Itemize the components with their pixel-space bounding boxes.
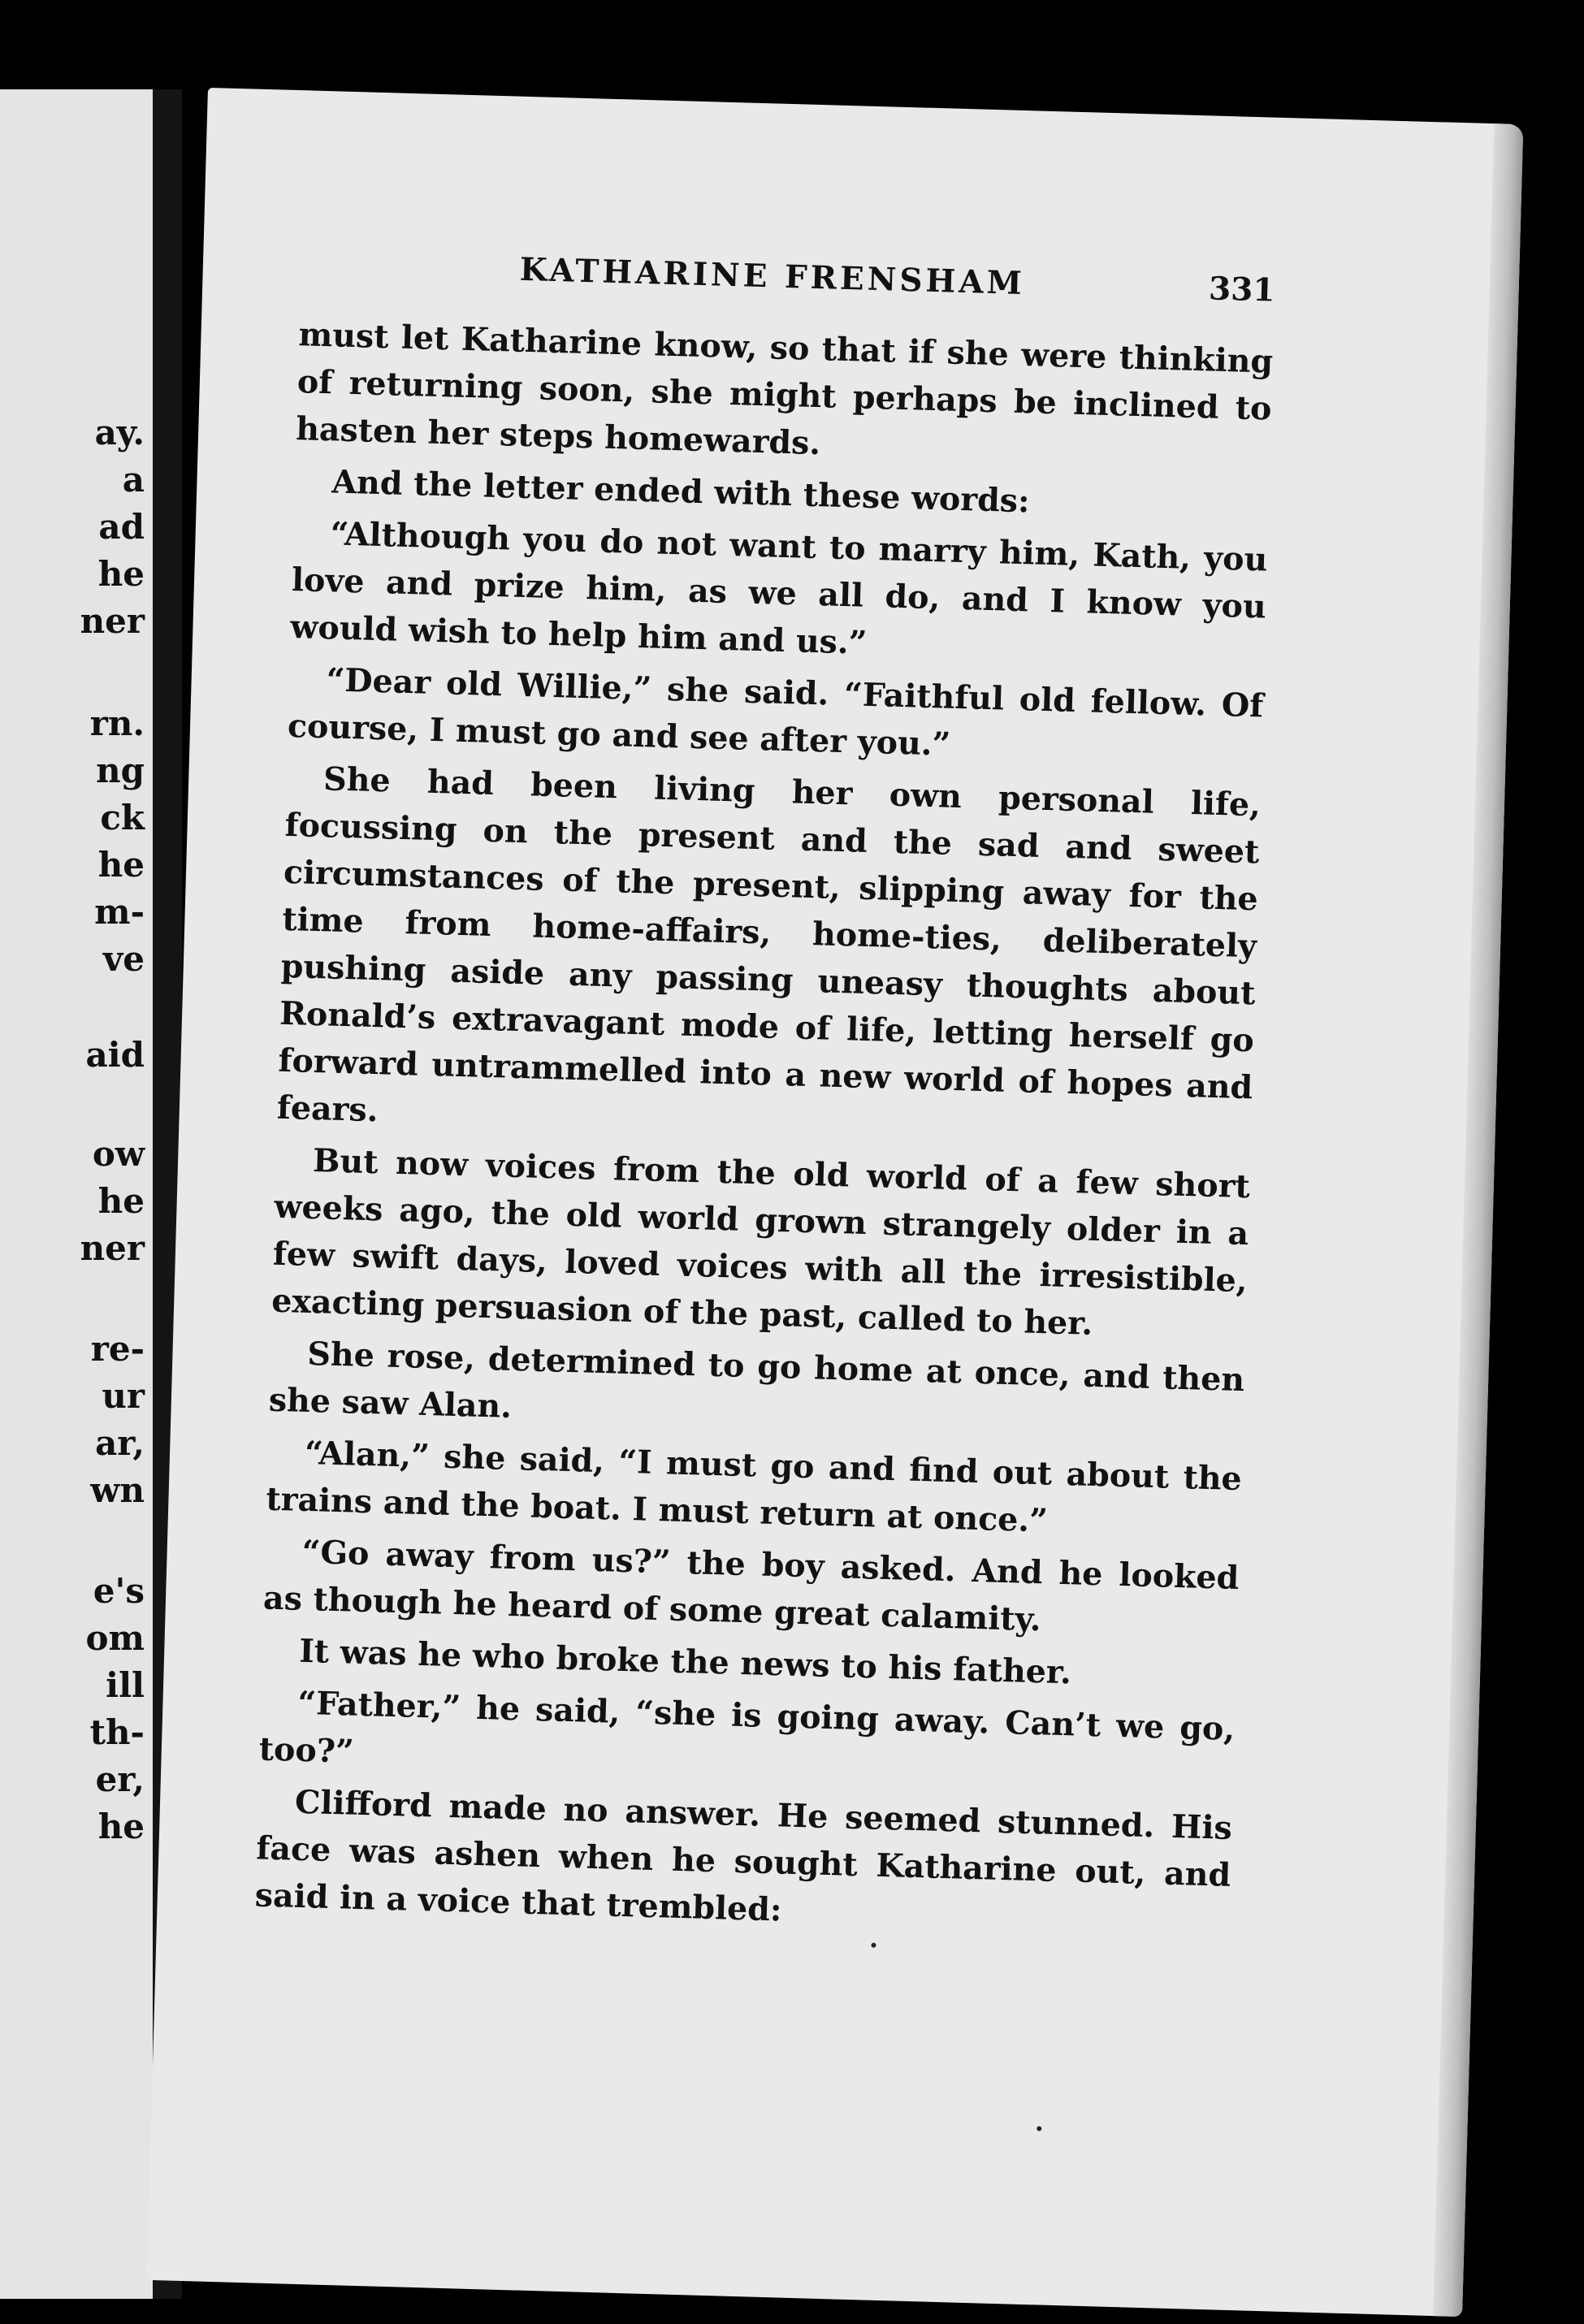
left-margin-text: wn: [90, 1470, 145, 1510]
body-paragraph: must let Katharine know, so that if she were thinking of returning soon, she might perhaps be inclined to hasten her steps homewards.: [295, 316, 1274, 463]
left-margin-text: a: [122, 460, 145, 500]
running-head-title: KATHARINE FRENSHAM: [519, 250, 1026, 303]
left-margin-text: he: [97, 845, 145, 885]
scan-speck: [1037, 2126, 1041, 2131]
left-margin-text: er,: [95, 1759, 145, 1799]
left-margin-text: ay.: [94, 413, 145, 452]
left-margin-text: re-: [90, 1329, 145, 1369]
left-margin-text: ng: [96, 751, 145, 790]
left-margin-text: ow: [92, 1134, 145, 1174]
left-margin-text: e's: [93, 1571, 145, 1611]
left-margin-text: ur: [102, 1376, 145, 1416]
body-paragraph: “Dear old Willie,” she said. “Faithful old fellow. Of course, I must go and see after you.”: [287, 661, 1264, 764]
left-margin-text: ck: [100, 798, 145, 837]
body-paragraph: “Alan,” she said, “I must go and find out about the trains and the boat. I must return at once.”: [265, 1434, 1243, 1540]
left-margin-text: aid: [85, 1035, 145, 1075]
body-paragraph: And the letter ended with these words:: [331, 463, 1031, 521]
left-margin-text: ar,: [95, 1423, 145, 1463]
left-margin-text: ner: [80, 601, 145, 641]
left-margin-text: ad: [98, 507, 145, 547]
body-paragraph: She rose, determined to go home at once, and then she saw Alan.: [268, 1335, 1245, 1426]
left-margin-text: m-: [94, 892, 145, 932]
left-margin-text: he: [97, 554, 145, 594]
body-paragraph: She had been living her own personal life, focussing on the present and the sad and sweet circumstances of the present, slipping away for the time from home-affairs, home-ties, deliberately pushing aside any passing uneasy thoughts about Ronald’s extravagant mode of life, letting herself go forward untrammelled into a new world of hopes and fears.: [276, 760, 1262, 1130]
left-margin-text: ve: [102, 939, 145, 979]
scan-speck: [871, 1943, 876, 1948]
page-content: [254, 245, 1275, 1951]
left-margin-text: he: [97, 1807, 145, 1846]
body-paragraph: Clifford made no answer. He seemed stunned. His face was ashen when he sought Katharine out, and said in a voice that trembled:: [254, 1783, 1233, 1929]
body-paragraph: It was he who broke the news to his father.: [298, 1632, 1072, 1692]
left-page-fragment: [0, 89, 153, 2299]
body-paragraph: But now voices from the old world of a few short weeks ago, the old world grown strangely older in a few swift days, loved voices with all the irresistible, exacting persuasion of the past, called to her.: [270, 1142, 1251, 1343]
left-margin-text: om: [85, 1618, 145, 1658]
body-paragraph: “Father,” he said, “she is going away. Can’t we go, too?”: [258, 1684, 1236, 1771]
left-margin-text: th-: [89, 1712, 145, 1752]
left-margin-text: ill: [106, 1665, 145, 1705]
page-number: 331: [1208, 270, 1276, 309]
book-page: [147, 88, 1524, 2317]
left-margin-text: rn.: [89, 703, 145, 743]
body-paragraph: “Although you do not want to marry him, Kath, you love and prize him, as we all do, and I know you would wish to help him and us.”: [289, 515, 1268, 662]
body-paragraph: “Go away from us?” the boy asked. And he looked as though he heard of some great calamity.: [262, 1533, 1240, 1639]
left-margin-text: ner: [80, 1228, 145, 1268]
left-margin-text: he: [97, 1181, 145, 1221]
running-head: [300, 245, 1275, 320]
page-edge-shadow: [1433, 123, 1523, 2317]
